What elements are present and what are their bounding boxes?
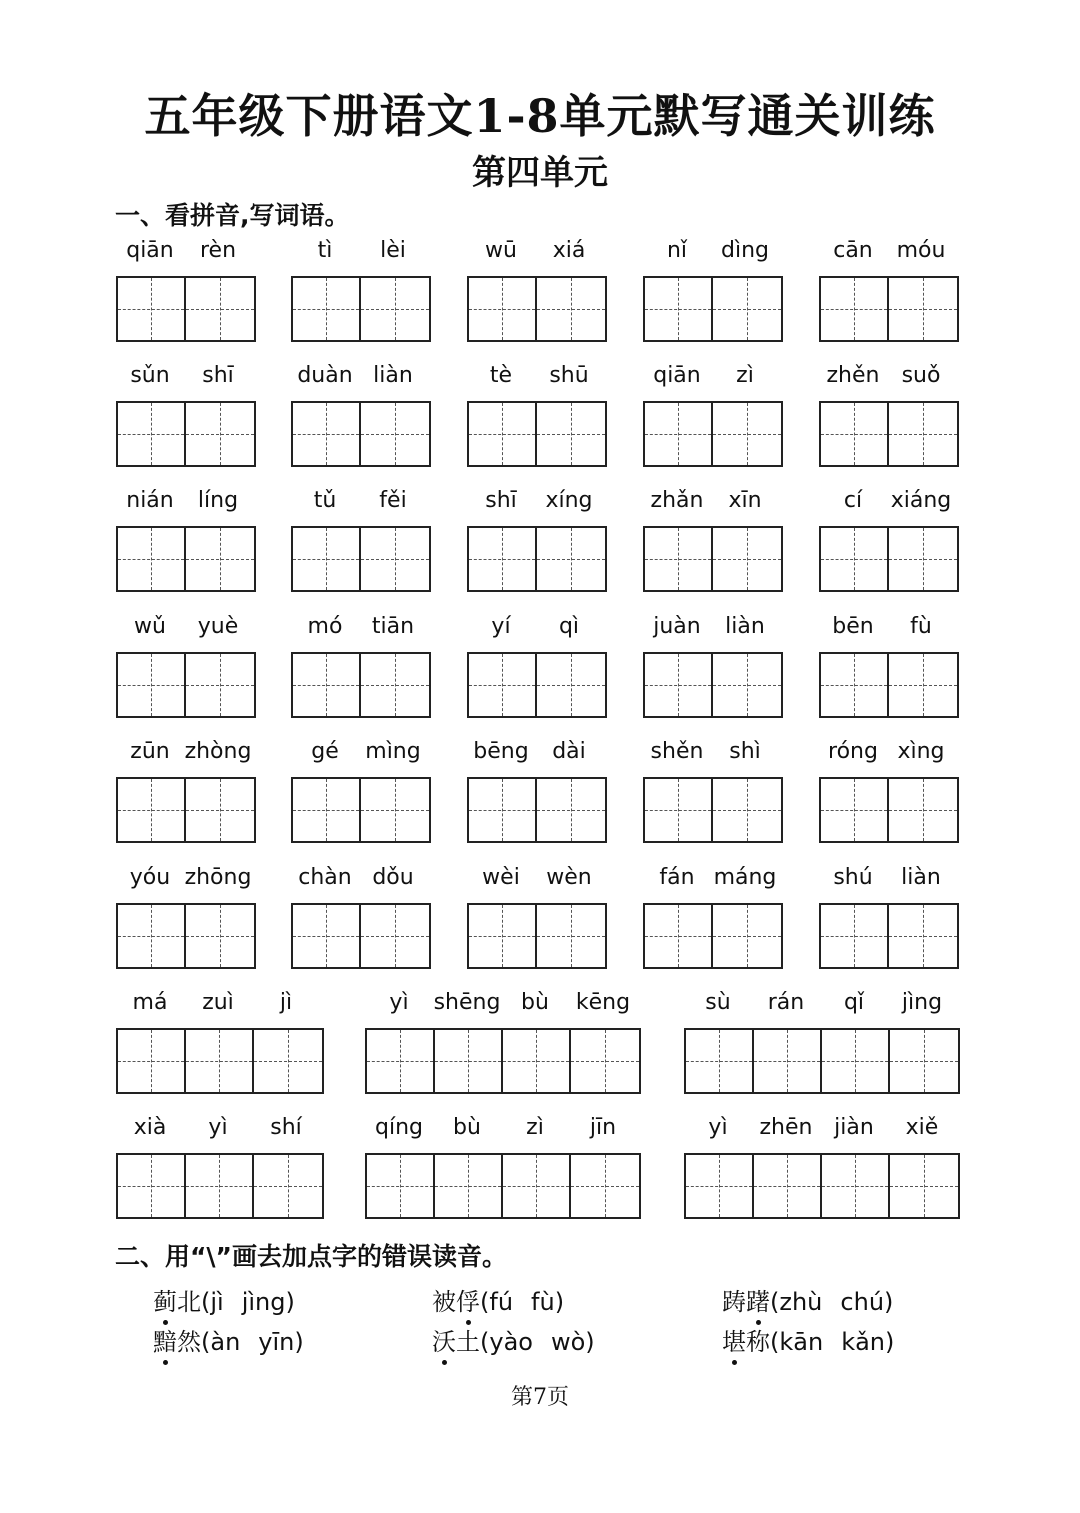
writing-boxes	[819, 401, 959, 467]
reading-option[interactable]: jìng	[241, 1288, 286, 1316]
writing-boxes	[365, 1153, 641, 1219]
character-box[interactable]	[293, 779, 361, 841]
writing-boxes	[467, 276, 607, 342]
pinyin-syllable: rèn	[199, 238, 237, 263]
character-box[interactable]	[537, 779, 605, 841]
pinyin-syllable: dǒu	[372, 865, 414, 890]
character-box[interactable]	[469, 278, 537, 340]
pinyin-syllable: jìng	[901, 990, 943, 1015]
open-paren: (	[480, 1288, 490, 1316]
pinyin-syllable: qǐ	[843, 990, 865, 1015]
dotted-character: 躇	[746, 1282, 770, 1317]
pinyin-syllable: zhěn	[826, 363, 880, 388]
section-1-heading: 一、看拼音,写词语。	[115, 201, 350, 230]
pinyin-syllable: sǔn	[130, 363, 170, 388]
character-box[interactable]	[293, 654, 361, 716]
character-box[interactable]	[821, 779, 889, 841]
character-box[interactable]	[889, 278, 957, 340]
pinyin-syllable: yí	[491, 614, 511, 639]
character-box[interactable]	[293, 278, 361, 340]
character-box[interactable]	[293, 905, 361, 967]
pinyin-syllable: rán	[767, 990, 805, 1015]
pinyin-syllable: bēng	[473, 739, 529, 764]
character-box[interactable]	[537, 278, 605, 340]
character-box[interactable]	[713, 403, 781, 465]
unit-subtitle: 第四单元	[472, 153, 608, 193]
pinyin-syllable: liàn	[373, 363, 413, 388]
close-paren: )	[285, 1288, 295, 1316]
word-row	[0, 363, 1080, 463]
open-paren: (	[201, 1328, 211, 1356]
close-paren: )	[294, 1328, 304, 1356]
character-box[interactable]	[645, 528, 713, 590]
pinyin-syllable: zūn	[130, 739, 170, 764]
character-box[interactable]	[645, 654, 713, 716]
character-box[interactable]	[686, 1030, 754, 1092]
dotted-character: 黯	[153, 1322, 177, 1357]
page-number: 第7页	[511, 1385, 569, 1410]
character-box[interactable]	[889, 403, 957, 465]
pinyin-syllable: róng	[828, 739, 878, 764]
pinyin-syllable: xiě	[905, 1115, 939, 1140]
pinyin-syllable: liàn	[725, 614, 765, 639]
dotted-character: 蓟	[153, 1282, 177, 1317]
character-box[interactable]	[469, 654, 537, 716]
character-box[interactable]	[469, 779, 537, 841]
page-title: 五年级下册语文1-8单元默写通关训练	[144, 89, 936, 143]
pinyin-syllable: wū	[485, 238, 517, 263]
character-box[interactable]	[537, 528, 605, 590]
open-paren: (	[480, 1328, 490, 1356]
writing-boxes	[643, 276, 783, 342]
word-character: 被	[432, 1288, 456, 1316]
character-box[interactable]	[367, 1030, 435, 1092]
pinyin-syllable: bù	[453, 1115, 481, 1140]
pinyin-syllable: yì	[708, 1115, 728, 1140]
writing-boxes	[116, 401, 256, 467]
pinyin-syllable: cí	[843, 488, 863, 513]
pinyin-syllable: liàn	[901, 865, 941, 890]
character-box[interactable]	[537, 654, 605, 716]
pinyin-syllable: juàn	[653, 614, 701, 639]
character-box[interactable]	[186, 1155, 254, 1217]
open-paren: (	[770, 1288, 780, 1316]
close-paren: )	[554, 1288, 565, 1316]
word-row	[0, 488, 1080, 588]
character-box[interactable]	[821, 278, 889, 340]
pinyin-syllable: fán	[659, 865, 695, 890]
character-box[interactable]	[713, 779, 781, 841]
pinyin-syllable: duàn	[297, 363, 353, 388]
writing-boxes	[684, 1153, 960, 1219]
pinyin-syllable: shí	[270, 1115, 302, 1140]
character-box[interactable]	[361, 528, 429, 590]
pinyin-syllable: zhòng	[184, 739, 252, 764]
pinyin-syllable: xíng	[545, 488, 593, 513]
pinyin-syllable: fěi	[379, 488, 407, 513]
dotted-character: 沃	[432, 1322, 456, 1357]
character-box[interactable]	[118, 278, 186, 340]
writing-boxes	[643, 777, 783, 843]
pinyin-syllable: zhǎn	[650, 488, 704, 513]
writing-boxes	[684, 1028, 960, 1094]
reading-option[interactable]: kān	[779, 1328, 824, 1356]
character-box[interactable]	[754, 1155, 822, 1217]
character-box[interactable]	[645, 403, 713, 465]
writing-boxes	[819, 276, 959, 342]
pinyin-syllable: mìng	[365, 739, 421, 764]
pronunciation-item	[153, 1282, 295, 1317]
character-box[interactable]	[469, 528, 537, 590]
word-row	[0, 238, 1080, 338]
pinyin-syllable: nǐ	[666, 238, 688, 263]
character-box[interactable]	[821, 654, 889, 716]
character-box[interactable]	[186, 905, 254, 967]
pinyin-syllable: shì	[729, 739, 761, 764]
character-box[interactable]	[361, 654, 429, 716]
writing-boxes	[365, 1028, 641, 1094]
word-character: 土	[456, 1328, 480, 1356]
character-box[interactable]	[821, 403, 889, 465]
character-box[interactable]	[435, 1030, 503, 1092]
close-paren: )	[885, 1328, 895, 1356]
writing-boxes	[819, 526, 959, 592]
character-box[interactable]	[254, 1155, 322, 1217]
character-box[interactable]	[890, 1155, 958, 1217]
character-box[interactable]	[186, 278, 254, 340]
character-box[interactable]	[186, 403, 254, 465]
pinyin-syllable: chàn	[298, 865, 352, 890]
character-box[interactable]	[361, 403, 429, 465]
character-box[interactable]	[821, 528, 889, 590]
pinyin-syllable: jì	[279, 990, 293, 1015]
pinyin-syllable: tiān	[371, 614, 415, 639]
pinyin-syllable: tè	[489, 363, 513, 388]
pinyin-syllable: jiàn	[834, 1115, 874, 1140]
character-box[interactable]	[645, 905, 713, 967]
character-box[interactable]	[118, 654, 186, 716]
character-box[interactable]	[367, 1155, 435, 1217]
character-box[interactable]	[293, 528, 361, 590]
reading-option[interactable]: chú	[840, 1288, 885, 1316]
writing-boxes	[467, 777, 607, 843]
character-box[interactable]	[186, 654, 254, 716]
pinyin-syllable: zuì	[202, 990, 234, 1015]
close-paren: )	[585, 1328, 595, 1356]
word-character: 然	[177, 1328, 201, 1356]
pinyin-syllable: shī	[485, 488, 517, 513]
reading-option[interactable]: àn	[210, 1328, 241, 1356]
pinyin-syllable: máng	[713, 865, 777, 890]
reading-option[interactable]: zhù	[779, 1288, 823, 1316]
character-box[interactable]	[537, 905, 605, 967]
writing-boxes	[291, 276, 431, 342]
pinyin-syllable: yì	[389, 990, 409, 1015]
pinyin-syllable: shī	[202, 363, 234, 388]
writing-boxes	[643, 903, 783, 969]
pinyin-syllable: lèi	[380, 238, 406, 263]
character-box[interactable]	[889, 905, 957, 967]
word-character: 北	[177, 1288, 201, 1316]
reading-option[interactable]: yīn	[258, 1328, 295, 1356]
pinyin-syllable: yì	[208, 1115, 228, 1140]
pinyin-syllable: xìng	[897, 739, 945, 764]
pinyin-syllable: bēn	[832, 614, 874, 639]
character-box[interactable]	[118, 1030, 186, 1092]
pinyin-syllable: wǔ	[134, 614, 166, 639]
reading-option[interactable]: wò	[550, 1328, 586, 1356]
character-box[interactable]	[537, 403, 605, 465]
word-character: 称	[746, 1328, 770, 1356]
writing-boxes	[467, 401, 607, 467]
pinyin-syllable: fù	[910, 614, 932, 639]
character-box[interactable]	[822, 1030, 890, 1092]
character-box[interactable]	[118, 1155, 186, 1217]
section-2-heading: 二、用“\”画去加点字的错误读音。	[115, 1242, 507, 1271]
character-box[interactable]	[503, 1155, 571, 1217]
character-box[interactable]	[361, 905, 429, 967]
character-box[interactable]	[713, 654, 781, 716]
writing-boxes	[291, 526, 431, 592]
character-box[interactable]	[822, 1155, 890, 1217]
character-box[interactable]	[361, 278, 429, 340]
open-paren: (	[201, 1288, 211, 1316]
writing-boxes	[819, 777, 959, 843]
word-row	[0, 865, 1080, 965]
character-box[interactable]	[571, 1030, 639, 1092]
close-paren: )	[884, 1288, 894, 1316]
pinyin-syllable: tì	[317, 238, 333, 263]
writing-boxes	[116, 1028, 324, 1094]
word-row	[0, 614, 1080, 714]
dotted-character: 堪	[722, 1322, 746, 1357]
character-box[interactable]	[889, 528, 957, 590]
character-box[interactable]	[713, 278, 781, 340]
writing-boxes	[643, 401, 783, 467]
character-box[interactable]	[889, 779, 957, 841]
pinyin-syllable: shěn	[650, 739, 704, 764]
character-box[interactable]	[890, 1030, 958, 1092]
writing-boxes	[116, 526, 256, 592]
pinyin-syllable: shū	[549, 363, 589, 388]
pronunciation-item	[153, 1322, 304, 1357]
word-character: 踌	[722, 1288, 746, 1316]
writing-boxes	[116, 777, 256, 843]
dotted-character: 俘	[456, 1282, 480, 1317]
character-box[interactable]	[293, 403, 361, 465]
reading-option[interactable]: kǎn	[841, 1328, 886, 1356]
character-box[interactable]	[571, 1155, 639, 1217]
character-box[interactable]	[713, 528, 781, 590]
pinyin-syllable: xià	[133, 1115, 167, 1140]
pinyin-syllable: qiān	[653, 363, 701, 388]
pinyin-syllable: mó	[307, 614, 343, 639]
character-box[interactable]	[186, 1030, 254, 1092]
pinyin-syllable: wèn	[546, 865, 592, 890]
character-box[interactable]	[254, 1030, 322, 1092]
pinyin-syllable: jīn	[589, 1115, 617, 1140]
character-box[interactable]	[118, 528, 186, 590]
character-box[interactable]	[186, 528, 254, 590]
word-row	[0, 1115, 1080, 1215]
writing-boxes	[643, 652, 783, 718]
word-row	[0, 739, 1080, 839]
writing-boxes	[116, 652, 256, 718]
reading-option[interactable]: fú	[489, 1288, 514, 1316]
writing-boxes	[291, 777, 431, 843]
character-box[interactable]	[503, 1030, 571, 1092]
pinyin-syllable: qíng	[375, 1115, 423, 1140]
pinyin-syllable: cān	[833, 238, 873, 263]
pinyin-syllable: xīn	[728, 488, 762, 513]
pinyin-syllable: móu	[896, 238, 946, 263]
writing-boxes	[116, 1153, 324, 1219]
writing-boxes	[643, 526, 783, 592]
pinyin-syllable: gé	[311, 739, 339, 764]
pinyin-syllable: xiá	[552, 238, 586, 263]
writing-boxes	[467, 903, 607, 969]
word-row	[0, 990, 1080, 1090]
character-box[interactable]	[186, 779, 254, 841]
pinyin-syllable: qiān	[126, 238, 174, 263]
character-box[interactable]	[645, 278, 713, 340]
pronunciation-item	[722, 1282, 893, 1317]
open-paren: (	[770, 1328, 780, 1356]
character-box[interactable]	[435, 1155, 503, 1217]
pinyin-syllable: kēng	[575, 990, 631, 1015]
pinyin-syllable: zì	[526, 1115, 544, 1140]
writing-boxes	[116, 903, 256, 969]
pinyin-syllable: xiáng	[890, 488, 952, 513]
pinyin-syllable: shú	[833, 865, 873, 890]
writing-boxes	[291, 903, 431, 969]
character-box[interactable]	[118, 905, 186, 967]
pinyin-syllable: tǔ	[313, 488, 337, 513]
pinyin-syllable: líng	[197, 488, 239, 513]
writing-boxes	[291, 401, 431, 467]
pinyin-syllable: nián	[126, 488, 174, 513]
pinyin-syllable: bù	[521, 990, 549, 1015]
pronunciation-item	[432, 1282, 564, 1317]
pinyin-syllable: dìng	[721, 238, 769, 263]
pinyin-syllable: zhēn	[759, 1115, 813, 1140]
writing-boxes	[467, 652, 607, 718]
character-box[interactable]	[821, 905, 889, 967]
character-box[interactable]	[713, 905, 781, 967]
pronunciation-item	[722, 1322, 894, 1357]
writing-boxes	[819, 652, 959, 718]
character-box[interactable]	[469, 905, 537, 967]
character-box[interactable]	[361, 779, 429, 841]
reading-option[interactable]: yào	[489, 1328, 533, 1356]
writing-boxes	[291, 652, 431, 718]
writing-boxes	[819, 903, 959, 969]
writing-boxes	[116, 276, 256, 342]
pinyin-syllable: dài	[552, 739, 586, 764]
character-box[interactable]	[889, 654, 957, 716]
reading-option[interactable]: fù	[531, 1288, 555, 1316]
character-box[interactable]	[686, 1155, 754, 1217]
pinyin-syllable: zhōng	[184, 865, 252, 890]
pinyin-syllable: wèi	[482, 865, 520, 890]
pinyin-syllable: yuè	[197, 614, 239, 639]
reading-option[interactable]: jì	[210, 1288, 224, 1316]
character-box[interactable]	[118, 403, 186, 465]
pinyin-syllable: shēng	[433, 990, 501, 1015]
pinyin-syllable: qì	[558, 614, 580, 639]
character-box[interactable]	[645, 779, 713, 841]
writing-boxes	[467, 526, 607, 592]
pinyin-syllable: zì	[736, 363, 754, 388]
pinyin-syllable: yóu	[129, 865, 171, 890]
pinyin-syllable: sù	[705, 990, 731, 1015]
pinyin-syllable: má	[132, 990, 168, 1015]
character-box[interactable]	[469, 403, 537, 465]
character-box[interactable]	[754, 1030, 822, 1092]
character-box[interactable]	[118, 779, 186, 841]
pinyin-syllable: suǒ	[901, 363, 941, 388]
pronunciation-item	[432, 1322, 595, 1357]
